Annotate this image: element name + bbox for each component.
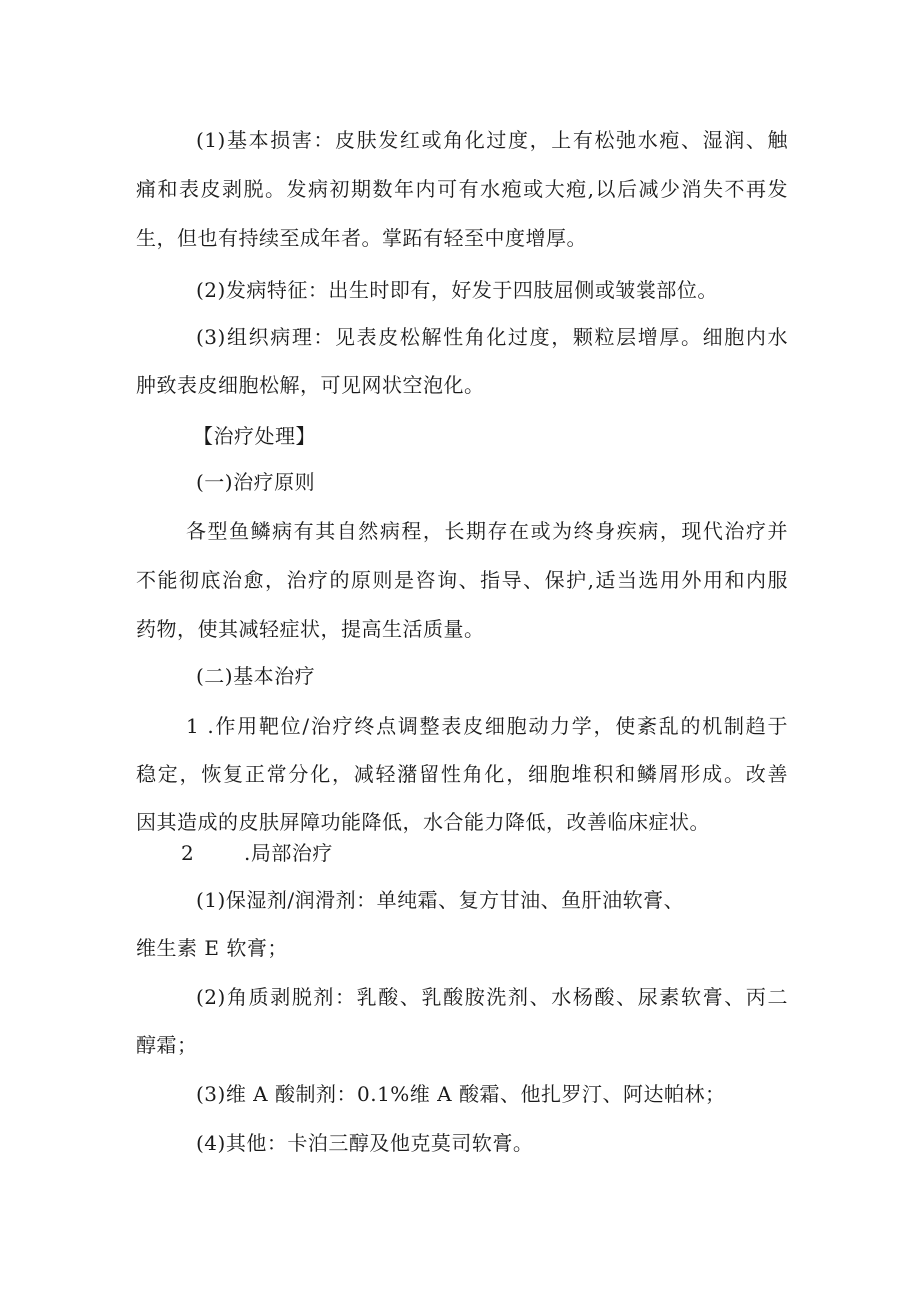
paragraph-line: 肿致表皮细胞松解，可见网状空泡化。: [136, 373, 485, 397]
section-heading: 【治疗处理】: [193, 424, 316, 448]
paragraph-line: 1 .作用靶位/治疗终点调整表皮细胞动力学，使紊乱的机制趋于: [186, 714, 788, 738]
list-heading: .局部治疗: [244, 841, 333, 865]
subsection-heading: (一)治疗原则: [196, 470, 316, 494]
paragraph-line: 维生素 E 软膏；: [136, 936, 288, 960]
paragraph-line: (3)组织病理：见表皮松解性角化过度，颗粒层增厚。细胞内水: [196, 325, 788, 349]
paragraph-line: 痛和表皮剥脱。发病初期数年内可有水疱或大疱,以后减少消失不再发: [136, 177, 788, 201]
paragraph-line: (2)角质剥脱剂：乳酸、乳酸胺洗剂、水杨酸、尿素软膏、丙二: [196, 985, 788, 1009]
paragraph-line: (1)保湿剂/润滑剂：单纯霜、复方甘油、鱼肝油软膏、: [196, 888, 685, 912]
subsection-heading: (二)基本治疗: [196, 664, 316, 688]
paragraph-line: (1)基本损害：皮肤发红或角化过度，上有松弛水疱、湿润、触: [196, 128, 788, 152]
paragraph-line: (3)维 A 酸制剂：0.1%维 A 酸霜、他扎罗汀、阿达帕林；: [196, 1082, 726, 1106]
paragraph-line: (2)发病特征：出生时即有，好发于四肢屈侧或皱裳部位。: [196, 278, 718, 302]
paragraph-line: 不能彻底治愈，治疗的原则是咨询、指导、保护,适当选用外用和内服: [136, 568, 788, 592]
paragraph-line: 药物，使其减轻症状，提高生活质量。: [136, 617, 485, 641]
paragraph-line: 生，但也有持续至成年者。掌跖有轻至中度增厚。: [136, 226, 587, 250]
paragraph-line: 各型鱼鳞病有其自然病程，长期存在或为终身疾病，现代治疗并: [186, 519, 788, 543]
paragraph-line: 因其造成的皮肤屏障功能降低，水合能力降低，改善临床症状。: [136, 810, 710, 834]
paragraph-line: 稳定，恢复正常分化，减轻潴留性角化，细胞堆积和鳞屑形成。改善: [136, 762, 788, 786]
paragraph-line: 醇霜；: [136, 1033, 198, 1057]
list-number: 2: [181, 841, 195, 865]
paragraph-line: (4)其他：卡泊三醇及他克莫司软膏。: [196, 1131, 534, 1155]
